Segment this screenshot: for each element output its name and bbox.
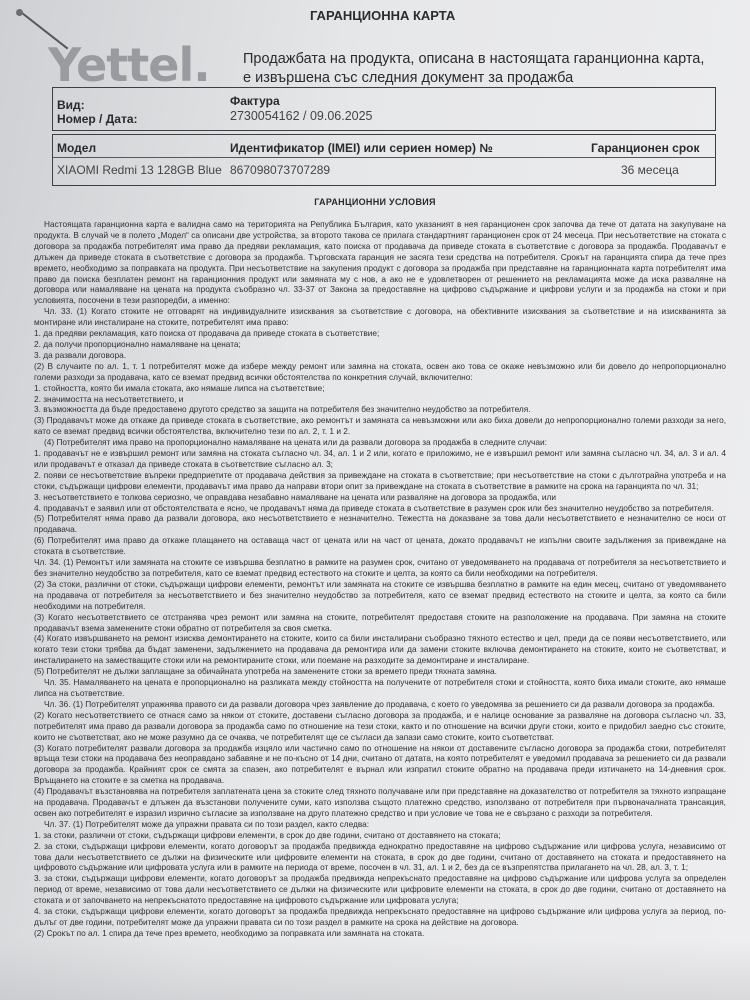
model-value: XIAOMI Redmi 13 128GB Blue (57, 163, 222, 177)
condition-paragraph: (2) Когато несъответствието се отнася само за някои от стоките, доставени съгласно договора за продажба, и е налице основание за разваляне на договора съгласно чл. 33, потребителят има право да развали договора за продажба само по отношение на тези стоки, както и по отношение на всички други стоки, които е придобил заедно със стоките, които не съответстват, ако не може разумно да се очаква, че потребителят ще се съгласи да запази само стоките, които съответстват. (34, 709, 726, 742)
condition-paragraph: 2. за стоки, съдържащи цифрови елементи, когато договорът за продажба предвижда еднократно предоставяне на цифрово съдържание или цифрова услуга, независимо от това дали несъответствието се дължи на физическите или цифровите елементи на стоката, в срок до две години, считано от доставянето на стоката и предоставянето на цифровото съдържание или цифровата услуга или в рамките на периода от време, посочен в чл. 31, ал. 1 и 2, без да се възпрепятства прилагането на чл. 28, ал. 3, т. 1; (34, 840, 726, 873)
condition-paragraph: 3. за стоки, съдържащи цифрови елементи, когато договорът за продажба предвижда непрекъснато предоставяне на цифрово съдържание или цифрова услуга за определен период от време, независимо от това дали несъответствието се дължи на физическите или цифровите елементи на стоката, в срок до две години, считано от доставянето на стоката и от започването на непрекъснатото предоставяне на цифровото съдържание или цифровата услуга; (34, 873, 726, 906)
condition-paragraph: 2. значимостта на несъответствието, и (34, 393, 184, 404)
condition-paragraph: 1. продавачът не е извършил ремонт или замяна на стоката съгласно чл. 34, ал. 1 и 2 или, когато е приложимо, не е извършил ремонт или замяна съгласно чл. 34, ал. 3 и ал. 4 или продавачът е отказал да приведе стоката в съответствие съгласно ал. 3; (34, 448, 726, 469)
condition-paragraph: (3) Когато несъответствието се отстранява чрез ремонт или замяна на стоките, потребителят предоставя стоките на разположение на продавача. При замяна на стоките продавачът взема заменените стоки обратно от потребителя за своя сметка. (34, 611, 726, 633)
document-labels (57, 98, 138, 126)
condition-paragraph: 1. стойността, която би имала стоката, ако нямаше липса на съответствие; (34, 382, 325, 393)
condition-paragraph: 4. за стоки, съдържащи цифрови елементи, когато договорът за продажба предвижда непрекъснато предоставяне на цифрово съдържание или цифрова услуга за период, по-дълъг от две години, потребителят може да упражни правата си по този раздел в рамките на срока на действие на договора. (34, 906, 726, 927)
condition-paragraph: (2) За стоки, различни от стоки, съдържащи цифрови елементи, ремонтът или замяната на стоките се извършва безплатно в рамките на един месец, считано от уведомяването на продавача от потребителя за несъответствието и без значително неудобство за потребителя, като се вземат предвид естеството на стоките и целта, за която са били необходими на потребителя. (34, 578, 726, 611)
kind-value: Фактура (230, 94, 280, 108)
number-date-label: Номер / Дата: (57, 112, 138, 126)
condition-paragraph: Чл. 33. (1) Когато стоките не отговарят на индивидуалните изисквания за съответствие с договора, на обективните изисквания за съответствие и на изискванията за монтиране или инсталиране на стоките, потребителят има право: (34, 306, 726, 328)
condition-paragraph: 2. появи се несъответствие въпреки предприетите от продавача действия за привеждане на стоката в съответствие; при несъответствие на стоки с дълготрайна употреба и на стоки, съдържащи цифрови елементи, продавачът има право да направи втори опит за привеждане на стоката в съответствие в рамките на срока на гаранцията по чл. 31; (34, 469, 726, 491)
intro-line: е извършена със следния документ за продажба (243, 70, 574, 86)
condition-paragraph: Чл. 36. (1) Потребителят упражнява правото си да развали договора чрез заявление до продавача, с което го уведомява за решението си да развали договора за продажба. (44, 698, 715, 709)
condition-paragraph: 2. да получи пропорционално намаляване на цената; (34, 338, 241, 349)
kind-label: Вид: (57, 98, 85, 112)
model-header: Модел (57, 141, 97, 155)
warranty-header: Гаранционен срок (591, 141, 700, 155)
condition-paragraph: 4. продавачът е заявил или от обстоятелствата е ясно, че продавачът няма да приведе стоката в съответствие в разумен срок или без значително неудобство за потребителя. (34, 502, 714, 513)
imei-header: Идентификатор (IMEI) или сериен номер) № (230, 141, 493, 155)
condition-paragraph: (5) Потребителят няма право да развали договора, ако несъответствието е незначително. Тежестта на доказване за това дали несъответствието е незначително се носи от продавача. (34, 513, 726, 535)
condition-paragraph: Чл. 35. Намаляването на цената е пропорционално на разликата между стойността на получените от потребителя стоки и стойността, която биха имали стоките, ако нямаше липса на съответствие. (34, 677, 726, 698)
condition-paragraph: (3) Продавачът може да откаже да приведе стоката в съответствие, ако ремонтът и замяната са невъзможни или ако биха довели до непропорционално големи разходи за него, като се вземат предвид всички обстоятелства, включително тези по ал. 2, т. 1 и 2. (34, 415, 726, 437)
condition-paragraph: (5) Потребителят не дължи заплащане за обичайната употреба на заменените стоки за времето преди тяхната замяна. (34, 666, 497, 677)
imei-value: 867098073707289 (230, 163, 331, 177)
table-divider (53, 157, 715, 158)
condition-paragraph: (2) Срокът по ал. 1 спира да тече през времето, необходимо за поправката или замяната на стоката. (34, 927, 425, 938)
condition-paragraph: (6) Потребителят има право да откаже плащането на оставаща част от цената или на част от цената, докато продавачът не изпълни своите задължения за привеждане на стоката в съответствие. (34, 535, 726, 557)
pen-tip (16, 9, 23, 16)
number-date-value: 2730054162 / 09.06.2025 (230, 109, 373, 123)
condition-paragraph: (4) Потребителят има право на пропорционално намаляване на цената или да развали договора за продажба в следните случаи: (44, 437, 547, 448)
conditions-text (34, 219, 726, 939)
condition-paragraph: 1. за стоки, различни от стоки, съдържащи цифрови елементи, в срок до две години, считано от доставянето на стоката; (34, 829, 501, 840)
yettel-logo: Yettel. (48, 38, 210, 92)
condition-paragraph: (2) В случаите по ал. 1, т. 1 потребителят може да избере между ремонт или замяна на стоката, освен ако това се окаже невъзможно или би довело до непропорционално големи разходи за продавача, като се вземат предвид всички обстоятелства по конкретния случай, включително: (34, 360, 726, 382)
condition-paragraph: 3. да развали договора. (34, 349, 127, 360)
condition-paragraph: (4) Продавачът възстановява на потребителя заплатената цена за стоките след тяхното получаване или при представяне на доказателство от потребителя за тяхното изпращане на продавача. Продавачът е длъжен да възстанови получените суми, като използва същото платежно средство, използвано от потребителя при първоначалната трансакция, освен ако потребителят е изразил изрично съгласие за използване на друго платежно средство и при условие че това не е свързано с разходи за потребителя. (34, 786, 726, 818)
product-box (52, 134, 716, 186)
condition-paragraph: 3. несъответствието е толкова сериозно, че оправдава незабавно намаляване на цената или разваляне на договора за продажба, или (34, 491, 556, 502)
card-title: ГАРАНЦИОННА КАРТА (310, 8, 456, 23)
condition-paragraph: Настоящата гаранционна карта е валидна само на територията на Република България, като указаният в нея гаранционен срок започва да тече от датата на закупуване на продукта. В случай че в полето „Модел“ са описани две устройства, за второто такова се прилага стандартният гаранционен срок от 24 месеца. При несъответствие на стоката с договора за продажба потребителят има право да предяви рекламация, като поиска от продавача да приведе стоката в съответствие с договора за продажба. Продавачът е длъжен да приведе стоката в съответствие с договора за продажба. Търговската гаранция не засяга тези средства на потребителя. Срокът на гаранцията спира да тече през времето, необходимо за поправката на продукта. При несъответствие на закупения продукт с договора за продажба при представяне на гаранционната карта потребителят има право да поиска безплатен ремонт на гаранционния продукт или замяната му с нов, а ако не е удовлетворен от решението на рекламацията може да иска разваляне на договора или намаляване на цената на продукта съобразно чл. 33-37 от Закона за предоставяне на цифрово съдържание и цифрови услуги и за продажба на стоки и при условията, посочени в тези разпоредби, а именно: (34, 219, 726, 306)
document-box (52, 87, 716, 131)
warranty-value: 36 месеца (621, 163, 679, 177)
condition-paragraph: (4) Когато извършването на ремонт изисква демонтирането на стоките, които са били инсталирани съобразно тяхното естество и цел, преди да се появи несъответствието, или когато тези стоки трябва да бъдат заменени, задължението на продавача да ремонтира или да замени стоките включва демонтирането на стоките, които не съответстват, и инсталирането на заместващите стоки или на ремонтираните стоки, или поемане на разходите за демонтиране и инсталиране. (34, 633, 726, 666)
condition-paragraph: (3) Когато потребителят развали договора за продажба изцяло или частично само по отношение на някои от доставените съгласно договора за продажба стоки, потребителят връща тези стоки на продавача без неоправдано забавяне и не по-късно от 14 дни, считано от датата, на която потребителят е уведомил продавача за решението си да развали договора за продажба. Крайният срок се смята за спазен, ако потребителят е върнал или изпратил стоките обратно на продавача преди изтичането на 14-дневния срок. Връщането на стоките е за сметка на продавача. (34, 742, 726, 786)
intro-line: Продажбата на продукта, описана в настоящата гаранционна карта, (243, 51, 705, 67)
condition-paragraph: 1. да предяви рекламация, като поиска от продавача да приведе стоката в съответствие; (34, 328, 380, 339)
conditions-title: ГАРАНЦИОННИ УСЛОВИЯ (314, 197, 436, 207)
condition-paragraph: Чл. 34. (1) Ремонтът или замяната на стоките се извършва безплатно в рамките на разумен срок, считано от уведомяването на продавача от потребителя за несъответствието и без значително неудобство за потребителя, като се вземат предвид естеството на стоките и целта, за която са били необходими на потребителя. (34, 557, 726, 578)
condition-paragraph: 3. възможността да бъде предоставено другото средство за защита на потребителя без значително неудобство за потребителя. (34, 404, 531, 415)
bottom-shadow (0, 940, 750, 1000)
condition-paragraph: Чл. 37. (1) Потребителят може да упражни правата си по този раздел, както следва: (44, 818, 370, 829)
intro-text (243, 50, 713, 88)
